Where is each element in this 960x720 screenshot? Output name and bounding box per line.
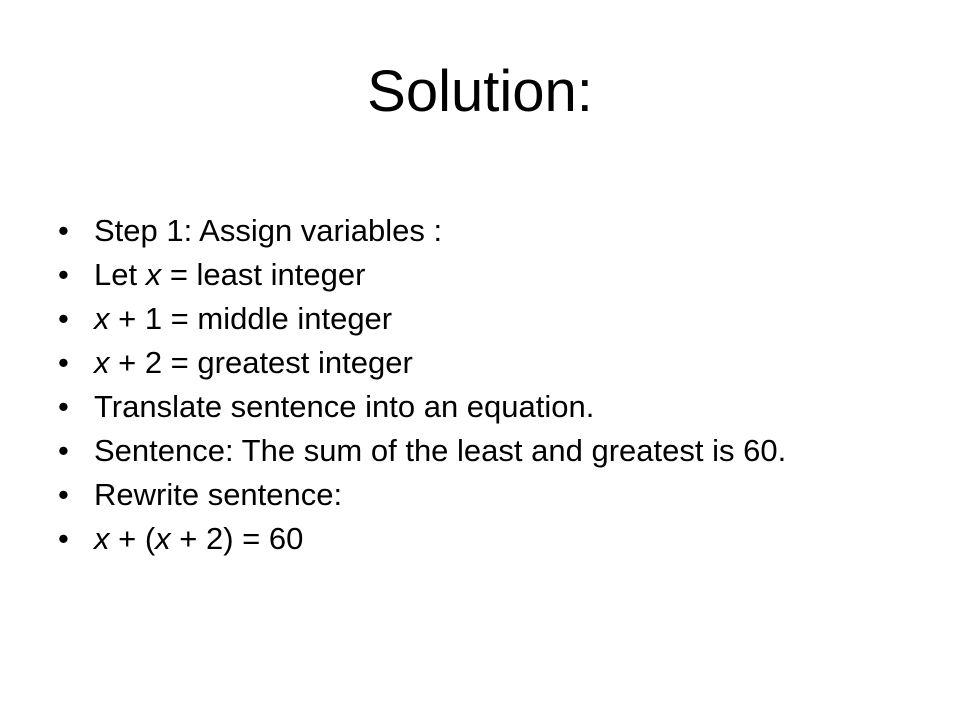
bullet-icon: • xyxy=(58,213,69,248)
bullet-icon: • xyxy=(58,477,69,512)
variable-x: x xyxy=(94,521,110,556)
bullet-text: + 2) = 60 xyxy=(170,521,304,556)
bullet-item-equation xyxy=(58,522,918,555)
bullet-text: Translate sentence into an equation. xyxy=(94,389,595,424)
bullet-text: + 1 = middle integer xyxy=(109,301,393,336)
bullet-icon: • xyxy=(58,521,69,556)
bullet-text: = least integer xyxy=(161,257,366,292)
bullet-item-translate xyxy=(58,390,918,423)
variable-x: x xyxy=(94,345,110,380)
bullet-item-rewrite xyxy=(58,478,918,511)
bullet-item-sentence xyxy=(58,434,918,467)
bullet-item-step-1 xyxy=(58,214,918,247)
bullet-text: Sentence: The sum of the least and greatest is 60. xyxy=(94,433,787,468)
bullet-text: Rewrite sentence: xyxy=(94,477,343,512)
bullet-item-greatest-integer xyxy=(58,346,918,379)
bullet-text: + ( xyxy=(109,521,156,556)
variable-x: x xyxy=(155,521,171,556)
bullet-icon: • xyxy=(58,389,69,424)
bullet-icon: • xyxy=(58,433,69,468)
variable-x: x xyxy=(145,257,162,292)
bullet-text: Step 1: Assign variables : xyxy=(94,213,443,248)
bullet-icon: • xyxy=(58,301,69,336)
slide-title: Solution: xyxy=(367,59,593,124)
bullet-item-middle-integer xyxy=(58,302,918,335)
variable-x: x xyxy=(94,301,110,336)
bullet-icon: • xyxy=(58,345,69,380)
bullet-text: Let xyxy=(94,257,146,292)
bullet-text: + 2 = greatest integer xyxy=(109,345,413,380)
bullet-icon: • xyxy=(58,257,69,292)
bullet-item-least-integer xyxy=(58,258,918,291)
bullet-list xyxy=(58,214,918,566)
